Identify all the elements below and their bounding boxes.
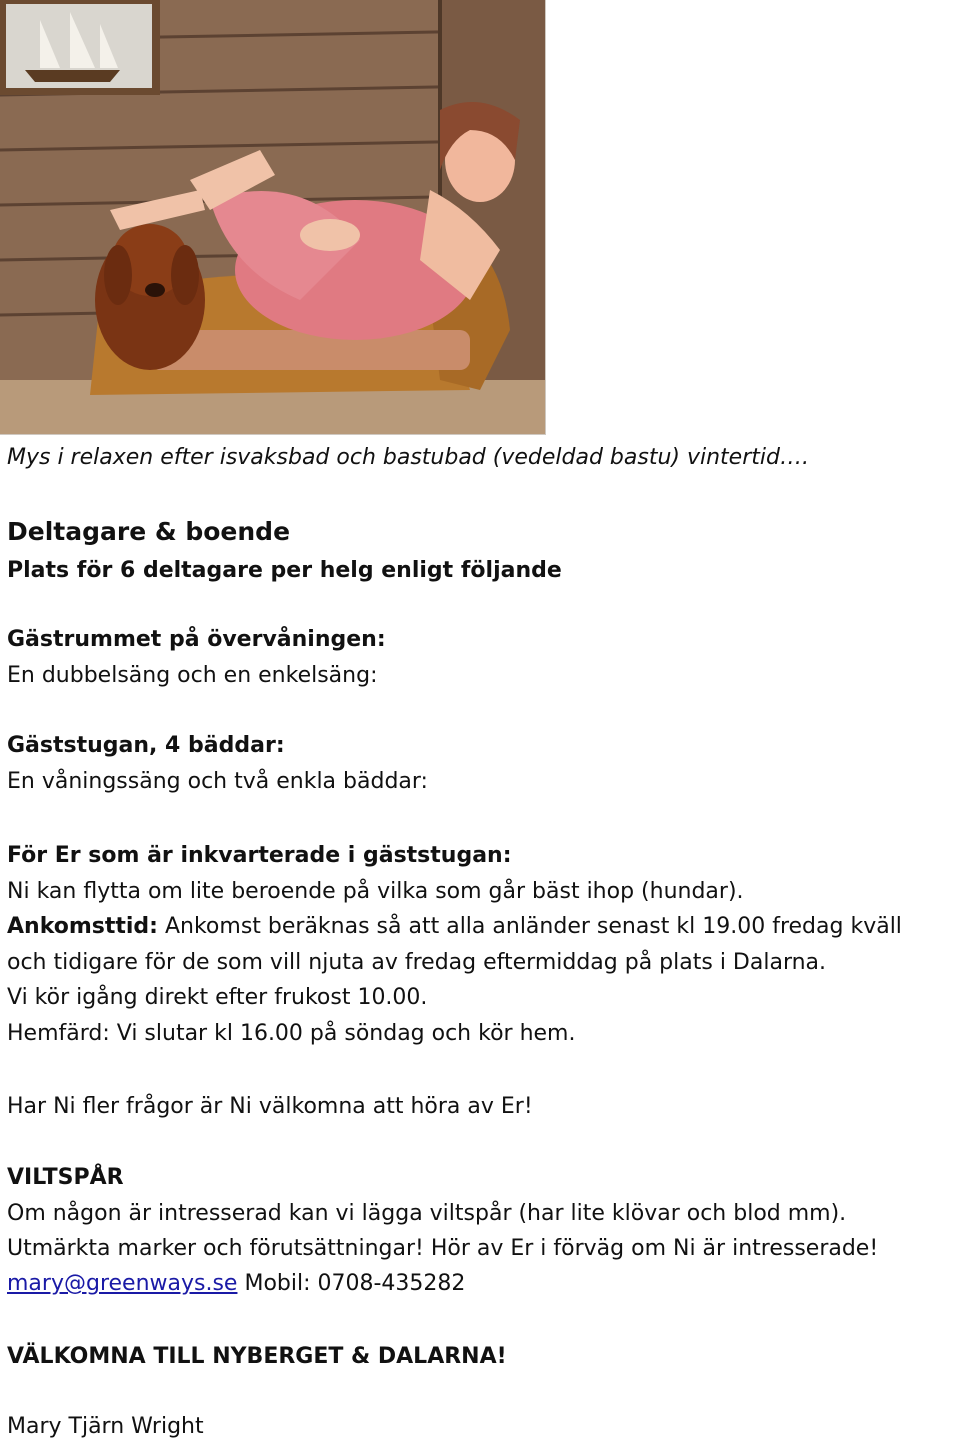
tracking-text-2: Utmärkta marker och förutsättningar! Hör av Er i förväg om Ni är intresserade! <box>7 1236 879 1261</box>
tracking-text-1: Om någon är intresserad kan vi lägga viltspår (har lite klövar och blod mm). <box>7 1201 847 1226</box>
welcome-text: VÄLKOMNA TILL NYBERGET & DALARNA! <box>7 1344 507 1369</box>
arrival-text-2: och tidigare för de som vill njuta av fredag eftermiddag på plats i Dalarna. <box>7 950 827 975</box>
room2-text: En våningssäng och två enkla bäddar: <box>7 769 428 794</box>
room2-title: Gäststugan, 4 bäddar: <box>7 733 285 758</box>
contact-line <box>7 1273 465 1295</box>
questions-text: Har Ni fler frågor är Ni välkomna att höra av Er! <box>7 1094 533 1119</box>
signature: Mary Tjärn Wright <box>7 1414 204 1439</box>
room1-text: En dubbelsäng och en enkelsäng: <box>7 663 378 688</box>
guesthouse-text: Ni kan flytta om lite beroende på vilka som går bäst ihop (hundar). <box>7 879 744 904</box>
email-link[interactable]: mary@greenways.se <box>7 1271 238 1296</box>
departure-text: Hemfärd: Vi slutar kl 16.00 på söndag och kör hem. <box>7 1021 576 1046</box>
arrival-line <box>7 916 902 938</box>
phone-text: Mobil: 0708-435282 <box>237 1271 466 1296</box>
photo-caption: Mys i relaxen efter isvaksbad och bastubad (vedeldad bastu) vintertid…. <box>7 445 809 470</box>
section-subheading: Plats för 6 deltagare per helg enligt följande <box>7 558 562 583</box>
tracking-title: VILTSPÅR <box>7 1165 124 1190</box>
arrival-text-3: Vi kör igång direkt efter frukost 10.00. <box>7 985 428 1010</box>
room1-title: Gästrummet på övervåningen: <box>7 627 386 652</box>
photo-woman-with-dog-in-sauna <box>0 0 546 435</box>
arrival-label: Ankomsttid: <box>7 914 158 939</box>
section-heading-participants: Deltagare & boende <box>7 517 291 546</box>
guesthouse-title: För Er som är inkvarterade i gäststugan: <box>7 843 512 868</box>
arrival-text: Ankomst beräknas så att alla anländer senast kl 19.00 fredag kväll <box>157 914 902 939</box>
